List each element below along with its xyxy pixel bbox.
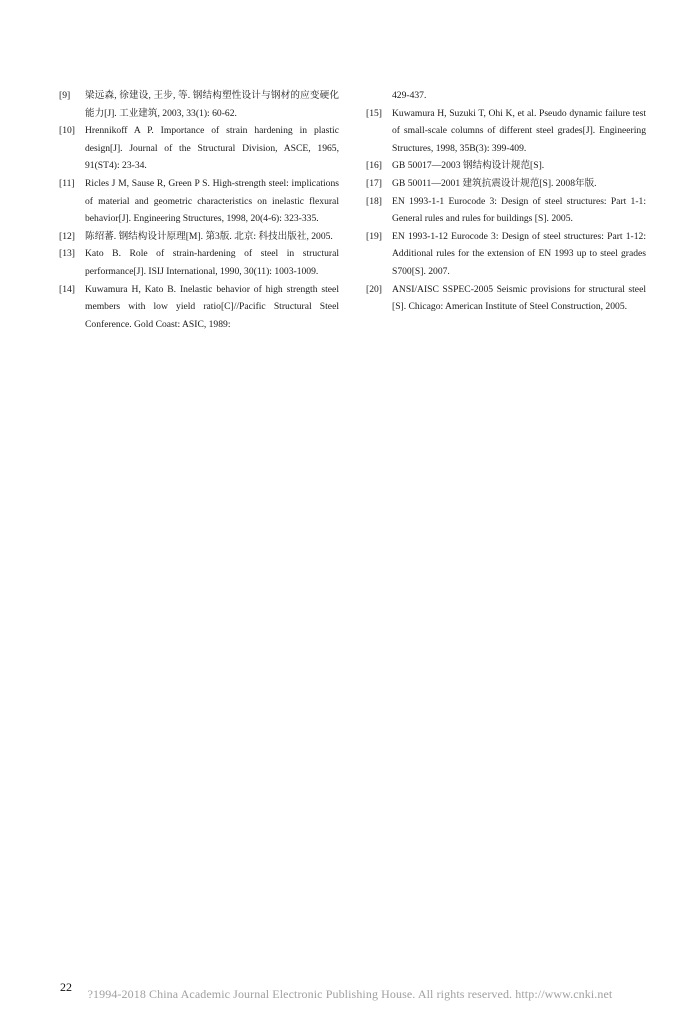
reference-number: [14]: [59, 283, 75, 295]
page-number: 22: [60, 980, 72, 994]
reference-number: [20]: [366, 283, 382, 295]
reference-number: [10]: [59, 125, 75, 137]
reference-number: [9]: [59, 90, 71, 101]
reference-text: EN 1993-1-12 Eurocode 3: Design of steel structures: Part 1-12: Additional rules for the extension of EN 1993 up to steel grades S700[S]. 2007.: [392, 230, 646, 277]
references-left-column: [59, 87, 339, 333]
reference-19: [366, 228, 646, 281]
reference-17: [366, 175, 646, 193]
reference-9: [59, 87, 339, 122]
reference-number: [19]: [366, 230, 382, 242]
reference-text: ANSI/AISC SSPEC-2005 Seismic provisions for structural steel [S]. Chicago: American Institute of Steel Construction, 2005.: [392, 283, 646, 313]
reference-number: [13]: [59, 248, 75, 260]
reference-text: Ricles J M, Sause R, Green P S. High-strength steel: implications of material and geometric characteristics on inelastic flexural behavior[J]. Engineering Structures, 1998, 20(4-6): 323-335.: [85, 177, 339, 225]
reference-text: GB 50017—2003 钢结构设计规范[S].: [392, 160, 545, 172]
reference-14: [59, 281, 339, 334]
reference-text: Kato B. Role of strain-hardening of steel in structural performance[J]. ISIJ International, 1990, 30(11): 1003-1009.: [85, 248, 339, 277]
reference-number: [15]: [366, 107, 382, 119]
reference-20: [366, 281, 646, 316]
reference-continuation: 429-437.: [392, 90, 427, 101]
reference-text: Hrennikoff A P. Importance of strain hardening in plastic design[J]. Journal of the Structural Division, ASCE, 1965, 91(ST4): 23-34.: [85, 125, 339, 172]
reference-12: [59, 228, 339, 246]
copyright-footer: ?1994-2018 China Academic Journal Electronic Publishing House. All rights reserved. http://www.cnki.net: [87, 987, 613, 1001]
reference-number: [11]: [59, 177, 75, 189]
reference-15: [366, 105, 646, 158]
reference-text: 陈绍蕃. 钢结构设计原理[M]. 第3版. 北京: 科技出版社, 2005.: [85, 230, 333, 242]
reference-text: EN 1993-1-1 Eurocode 3: Design of steel structures: Part 1-1: General rules and rules for buildings [S]. 2005.: [392, 195, 646, 225]
references-right-column: [366, 87, 646, 316]
reference-number: [16]: [366, 160, 382, 172]
reference-16: [366, 157, 646, 175]
reference-text: Kuwamura H, Kato B. Inelastic behavior of high strength steel members with low yield ratio[C]//Pacific Structural Steel Conference. Gold Coast: ASIC, 1989:: [85, 283, 339, 330]
reference-text: 梁远森, 徐建设, 王步, 等. 钢结构塑性设计与钢材的应变硬化能力[J]. 工业建筑, 2003, 33(1): 60-62.: [85, 90, 339, 119]
reference-13: [59, 245, 339, 280]
reference-number: [12]: [59, 230, 75, 242]
reference-number: [17]: [366, 177, 382, 189]
reference-18: [366, 193, 646, 228]
reference-text: GB 50011—2001 建筑抗震设计规范[S]. 2008年版.: [392, 177, 597, 189]
reference-10: [59, 122, 339, 175]
reference-text: Kuwamura H, Suzuki T, Ohi K, et al. Pseudo dynamic failure test of small-scale columns of different steel grades[J]. Engineering Structures, 1998, 35B(3): 399-409.: [392, 107, 646, 154]
reference-11: [59, 175, 339, 228]
reference-number: [18]: [366, 195, 382, 207]
